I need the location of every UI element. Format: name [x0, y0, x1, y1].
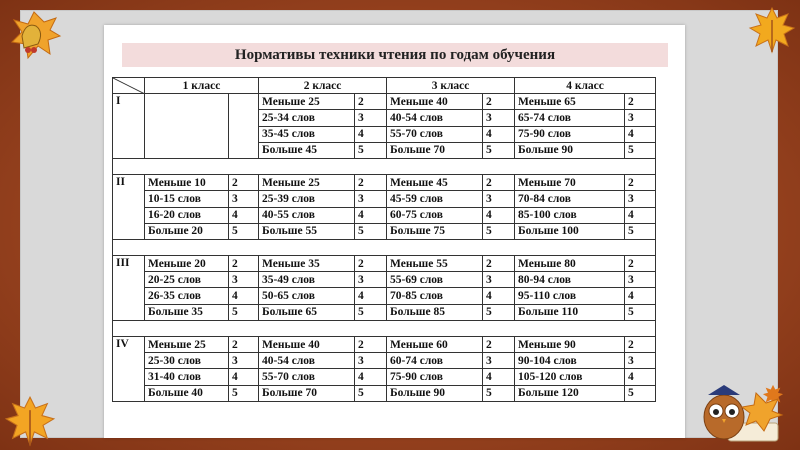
words-cell: Меньше 40: [259, 337, 355, 353]
table-row: [113, 223, 656, 239]
words-cell: Больше 120: [515, 385, 625, 401]
grade-cell: 5: [483, 223, 515, 239]
table-row: [113, 256, 656, 272]
words-cell: 55-70 слов: [387, 126, 483, 142]
grade-cell: 4: [483, 369, 515, 385]
words-cell: Больше 75: [387, 223, 483, 239]
table-row: [113, 272, 656, 288]
words-cell: Меньше 90: [515, 337, 625, 353]
table-row: [113, 191, 656, 207]
term-cell: I: [113, 94, 145, 159]
words-cell: 60-75 слов: [387, 207, 483, 223]
grade-cell: 2: [483, 94, 515, 110]
slide: [104, 25, 685, 438]
table-row: [113, 175, 656, 191]
grade-cell: 4: [355, 126, 387, 142]
words-cell: Больше 90: [387, 385, 483, 401]
table-row: [113, 353, 656, 369]
words-cell: 55-70 слов: [259, 369, 355, 385]
grade-cell: 5: [625, 385, 656, 401]
grade-cell: 4: [229, 207, 259, 223]
grade-cell: 3: [483, 191, 515, 207]
separator-cell: [113, 320, 656, 336]
words-cell: 40-54 слов: [259, 353, 355, 369]
grade-cell: 2: [229, 337, 259, 353]
header-cell: 2 класс: [259, 78, 387, 94]
grade-cell: 5: [355, 142, 387, 158]
words-cell: Больше 20: [145, 223, 229, 239]
empty-cell: [229, 94, 259, 159]
words-cell: 25-34 слов: [259, 110, 355, 126]
words-cell: 105-120 слов: [515, 369, 625, 385]
words-cell: Меньше 10: [145, 175, 229, 191]
grade-cell: 2: [229, 256, 259, 272]
grade-cell: 4: [229, 369, 259, 385]
words-cell: Больше 110: [515, 304, 625, 320]
grade-cell: 3: [625, 110, 656, 126]
header-cell: 4 класс: [515, 78, 656, 94]
words-cell: 50-65 слов: [259, 288, 355, 304]
words-cell: 35-49 слов: [259, 272, 355, 288]
grade-cell: 2: [355, 94, 387, 110]
words-cell: 55-69 слов: [387, 272, 483, 288]
grade-cell: 3: [355, 110, 387, 126]
grade-cell: 2: [483, 337, 515, 353]
grade-cell: 4: [625, 207, 656, 223]
grade-cell: 4: [483, 207, 515, 223]
words-cell: 31-40 слов: [145, 369, 229, 385]
term-cell: III: [113, 256, 145, 321]
term-cell: IV: [113, 337, 145, 402]
words-cell: Больше 35: [145, 304, 229, 320]
words-cell: 20-25 слов: [145, 272, 229, 288]
words-cell: 26-35 слов: [145, 288, 229, 304]
words-cell: 80-94 слов: [515, 272, 625, 288]
grade-cell: 4: [625, 369, 656, 385]
grade-cell: 2: [625, 337, 656, 353]
words-cell: Больше 85: [387, 304, 483, 320]
grade-cell: 5: [625, 223, 656, 239]
term-cell: II: [113, 175, 145, 240]
words-cell: Больше 90: [515, 142, 625, 158]
grade-cell: 5: [625, 304, 656, 320]
grade-cell: 5: [229, 304, 259, 320]
separator-cell: [113, 239, 656, 255]
grade-cell: 3: [355, 272, 387, 288]
words-cell: Больше 45: [259, 142, 355, 158]
grade-cell: 3: [483, 272, 515, 288]
grade-cell: 2: [625, 256, 656, 272]
words-cell: 40-54 слов: [387, 110, 483, 126]
grade-cell: 5: [483, 142, 515, 158]
empty-cell: [145, 94, 229, 159]
grade-cell: 4: [355, 288, 387, 304]
words-cell: Меньше 35: [259, 256, 355, 272]
grade-cell: 3: [625, 353, 656, 369]
grade-cell: 3: [229, 353, 259, 369]
header-row: [113, 78, 656, 94]
grade-cell: 3: [229, 272, 259, 288]
words-cell: Меньше 25: [259, 94, 355, 110]
grade-cell: 5: [483, 304, 515, 320]
table-row: [113, 288, 656, 304]
norms-table: [112, 77, 656, 402]
grade-cell: 3: [483, 110, 515, 126]
words-cell: 70-85 слов: [387, 288, 483, 304]
words-cell: 60-74 слов: [387, 353, 483, 369]
table-row: [113, 369, 656, 385]
header-cell: 3 класс: [387, 78, 515, 94]
words-cell: Меньше 55: [387, 256, 483, 272]
words-cell: Меньше 45: [387, 175, 483, 191]
table-row: [113, 385, 656, 401]
separator-row: [113, 158, 656, 174]
words-cell: Меньше 25: [145, 337, 229, 353]
grade-cell: 2: [355, 256, 387, 272]
table-row: [113, 94, 656, 110]
words-cell: 65-74 слов: [515, 110, 625, 126]
table-row: [113, 207, 656, 223]
separator-row: [113, 320, 656, 336]
grade-cell: 5: [355, 223, 387, 239]
words-cell: 45-59 слов: [387, 191, 483, 207]
table-row: [113, 304, 656, 320]
words-cell: 25-39 слов: [259, 191, 355, 207]
slide-title: Нормативы техники чтения по годам обучения: [122, 43, 668, 67]
words-cell: 35-45 слов: [259, 126, 355, 142]
grade-cell: 5: [229, 223, 259, 239]
grade-cell: 3: [355, 353, 387, 369]
grade-cell: 4: [355, 369, 387, 385]
separator-row: [113, 239, 656, 255]
words-cell: Больше 70: [259, 385, 355, 401]
words-cell: 25-30 слов: [145, 353, 229, 369]
words-cell: Меньше 25: [259, 175, 355, 191]
words-cell: Меньше 20: [145, 256, 229, 272]
words-cell: Больше 65: [259, 304, 355, 320]
grade-cell: 3: [355, 191, 387, 207]
grade-cell: 2: [355, 337, 387, 353]
corner-cell: [113, 78, 145, 94]
grade-cell: 5: [625, 142, 656, 158]
separator-cell: [113, 158, 656, 174]
owl-icon: [694, 375, 784, 445]
grade-cell: 2: [625, 175, 656, 191]
words-cell: Меньше 70: [515, 175, 625, 191]
grade-cell: 2: [229, 175, 259, 191]
grade-cell: 5: [355, 385, 387, 401]
grade-cell: 2: [483, 256, 515, 272]
words-cell: Больше 70: [387, 142, 483, 158]
words-cell: 75-90 слов: [515, 126, 625, 142]
words-cell: Меньше 80: [515, 256, 625, 272]
bells-icon: [4, 6, 64, 66]
words-cell: 16-20 слов: [145, 207, 229, 223]
grade-cell: 4: [625, 126, 656, 142]
words-cell: Больше 40: [145, 385, 229, 401]
grade-cell: 3: [625, 191, 656, 207]
maple-leaf-icon: [4, 395, 56, 447]
words-cell: Меньше 40: [387, 94, 483, 110]
grade-cell: 4: [483, 126, 515, 142]
words-cell: 75-90 слов: [387, 369, 483, 385]
grade-cell: 5: [483, 385, 515, 401]
grade-cell: 5: [229, 385, 259, 401]
grade-cell: 5: [355, 304, 387, 320]
grade-cell: 3: [229, 191, 259, 207]
words-cell: 90-104 слов: [515, 353, 625, 369]
grade-cell: 2: [483, 175, 515, 191]
grade-cell: 4: [229, 288, 259, 304]
grade-cell: 4: [625, 288, 656, 304]
grade-cell: 2: [355, 175, 387, 191]
header-cell: 1 класс: [145, 78, 259, 94]
words-cell: 95-110 слов: [515, 288, 625, 304]
grade-cell: 3: [625, 272, 656, 288]
words-cell: 40-55 слов: [259, 207, 355, 223]
words-cell: Больше 55: [259, 223, 355, 239]
table-row: [113, 337, 656, 353]
words-cell: Больше 100: [515, 223, 625, 239]
grade-cell: 3: [483, 353, 515, 369]
words-cell: 85-100 слов: [515, 207, 625, 223]
maple-leaf-icon: [748, 6, 796, 54]
grade-cell: 2: [625, 94, 656, 110]
words-cell: Меньше 65: [515, 94, 625, 110]
grade-cell: 4: [355, 207, 387, 223]
grade-cell: 4: [483, 288, 515, 304]
words-cell: 70-84 слов: [515, 191, 625, 207]
words-cell: 10-15 слов: [145, 191, 229, 207]
words-cell: Меньше 60: [387, 337, 483, 353]
